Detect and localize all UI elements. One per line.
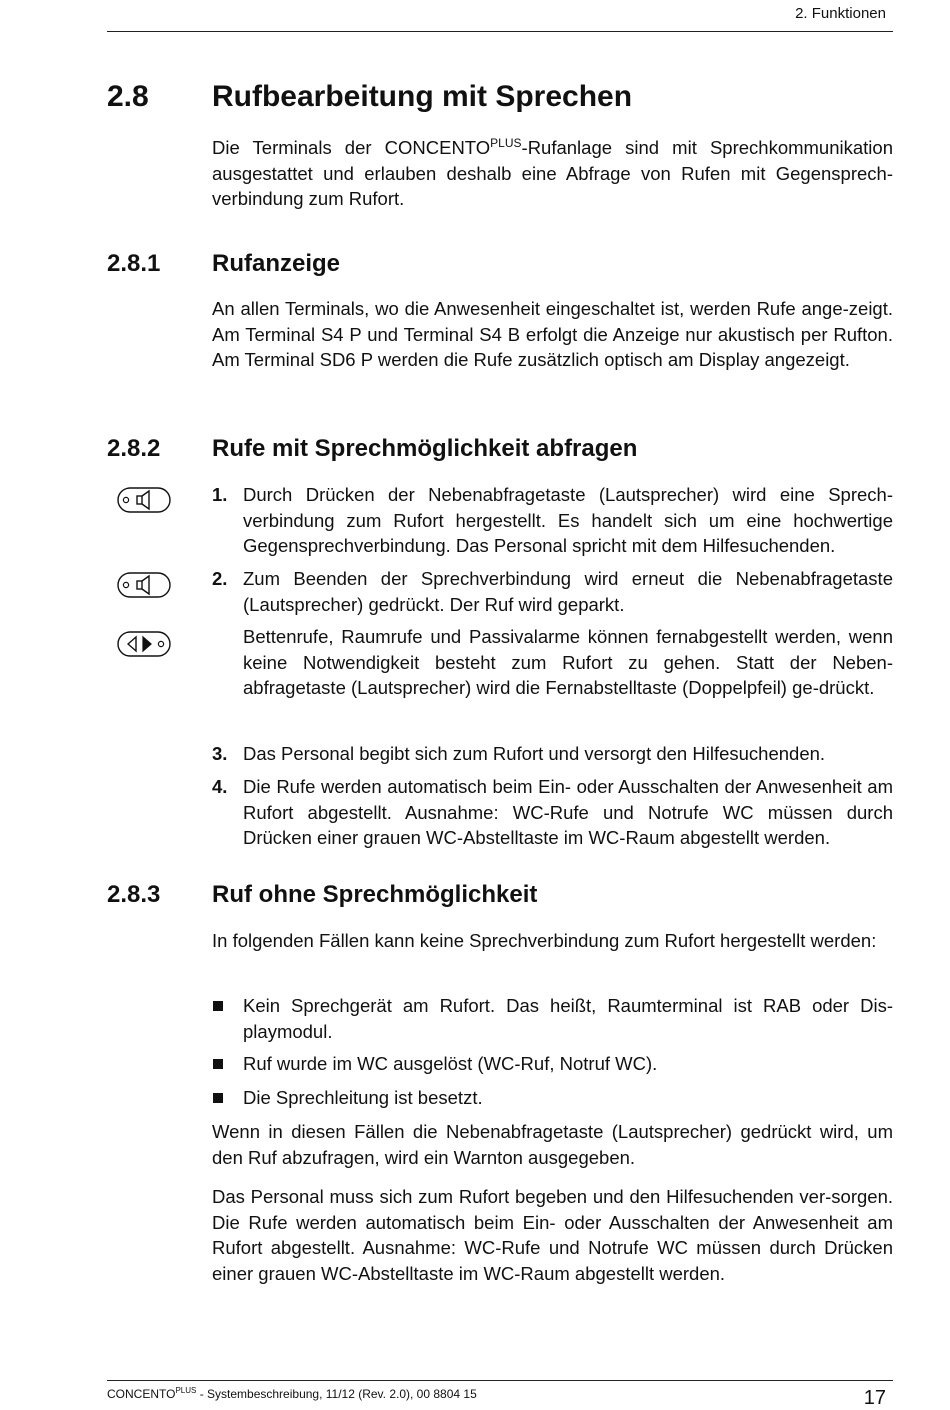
footer-doc-details: - Systembeschreibung, 11/12 (Rev. 2.0), 00 8804 15 [196,1387,477,1401]
section-number: 2.8.2 [107,435,161,462]
header-rule [107,31,893,32]
bullet-text: Die Sprechleitung ist besetzt. [243,1087,483,1108]
section-number: 2.8 [107,80,149,113]
section-2-8-intro [212,135,893,212]
step-text: Durch Drücken der Nebenabfragetaste (Lautsprecher) wird eine Sprech-verbindung zum Rufort hergestellt. Es handelt sich um eine hochwertige Gegensprechverbindung. Das Personal spricht mit dem Hilfesuchenden. [243,484,893,556]
step-4 [212,774,893,851]
step-2 [212,566,893,617]
section-2-8-3-paragraph-1: Wenn in diesen Fällen die Nebenabfragetaste (Lautsprecher) gedrückt wird, um den Ruf abzufragen, wird ein Warnton ausgegeben. [212,1121,893,1168]
running-header: 2. Funktionen [795,5,886,22]
step-number: 1. [212,484,228,505]
step-number: 2. [212,568,228,589]
step-1 [212,482,893,559]
section-2-8-1-text: An allen Terminals, wo die Anwesenheit eingeschaltet ist, werden Rufe ange-zeigt. Am Terminal S4 P und Terminal S4 B erfolgt die Anzeige nur akustisch per Rufton. Am Terminal SD6 P werden die Rufe zusätzlich optisch am Display angezeigt. [212,298,893,370]
step-text: Bettenrufe, Raumrufe und Passivalarme können fernabgestellt werden, wenn keine Notwendigkeit besteht zum Rufort zu gehen. Statt der Neben-abfragetaste (Lautsprecher) wird die Fernabstelltaste (Doppelpfeil) ge-drückt. [243,626,893,698]
step-text: Die Rufe werden automatisch beim Ein- oder Ausschalten der Anwesenheit am Rufort abgestellt. Ausnahme: WC-Rufe und Notrufe WC müssen durch Drücken einer grauen WC-Abstelltaste im WC-Raum abgestellt werden. [243,776,893,848]
bullet-item [212,993,893,1044]
section-2-8-3-paragraph-2: Das Personal muss sich zum Rufort begeben und den Hilfesuchenden ver-sorgen. Die Rufe werden automatisch beim Ein- oder Ausschalten der Anwesenheit am Rufort abgestellt. Ausnahme: WC-Rufe und Notrufe WC müssen durch Drücken einer grauen WC-Abstelltaste im WC-Raum abgestellt werden. [212,1186,893,1284]
step-number: 4. [212,776,228,797]
section-number: 2.8.1 [107,250,161,277]
double-arrow-key-icon [117,631,171,657]
bullet-text: Kein Sprechgerät am Rufort. Das heißt, Raumterminal ist RAB oder Dis-playmodul. [243,995,893,1042]
intro-text-start: Die Terminals der CONCENTO [212,137,491,158]
speaker-key-icon [117,487,171,513]
section-title: Rufbearbeitung mit Sprechen [212,80,633,113]
intro-superscript: PLUS [490,135,522,150]
bullet-square-icon [213,1093,223,1103]
step-2-note [212,624,893,701]
section-title: Rufanzeige [212,250,341,277]
bullet-square-icon [213,1059,223,1069]
page-number: 17 [863,1387,886,1409]
bullet-square-icon [213,1001,223,1011]
footer-superscript: PLUS [175,1386,197,1395]
section-number: 2.8.3 [107,881,161,908]
bullet-item [212,1085,893,1111]
section-title: Rufe mit Sprechmöglichkeit abfragen [212,435,638,462]
footer-document-info [107,1386,477,1401]
bullet-text: Ruf wurde im WC ausgelöst (WC-Ruf, Notruf WC). [243,1053,658,1074]
step-text: Das Personal begibt sich zum Rufort und versorgt den Hilfesuchenden. [243,743,826,764]
step-number: 3. [212,743,228,764]
footer-doc-name: CONCENTO [107,1387,176,1401]
step-3 [212,741,893,767]
footer-rule [107,1380,893,1381]
speaker-key-icon [117,572,171,598]
intro-text-end: -Rufanlage sind mit Sprechkommunikation ausgestattet und erlauben deshalb eine Abfrage von Rufen mit Gegensprech-verbindung zum Rufort. [212,137,893,209]
bullet-item [212,1051,893,1077]
step-text: Zum Beenden der Sprechverbindung wird erneut die Nebenabfragetaste (Lautsprecher) gedrückt. Der Ruf wird geparkt. [243,568,893,615]
section-2-8-3-intro: In folgenden Fällen kann keine Sprechverbindung zum Rufort hergestellt werden: [212,930,877,951]
section-title: Ruf ohne Sprechmöglichkeit [212,881,538,908]
